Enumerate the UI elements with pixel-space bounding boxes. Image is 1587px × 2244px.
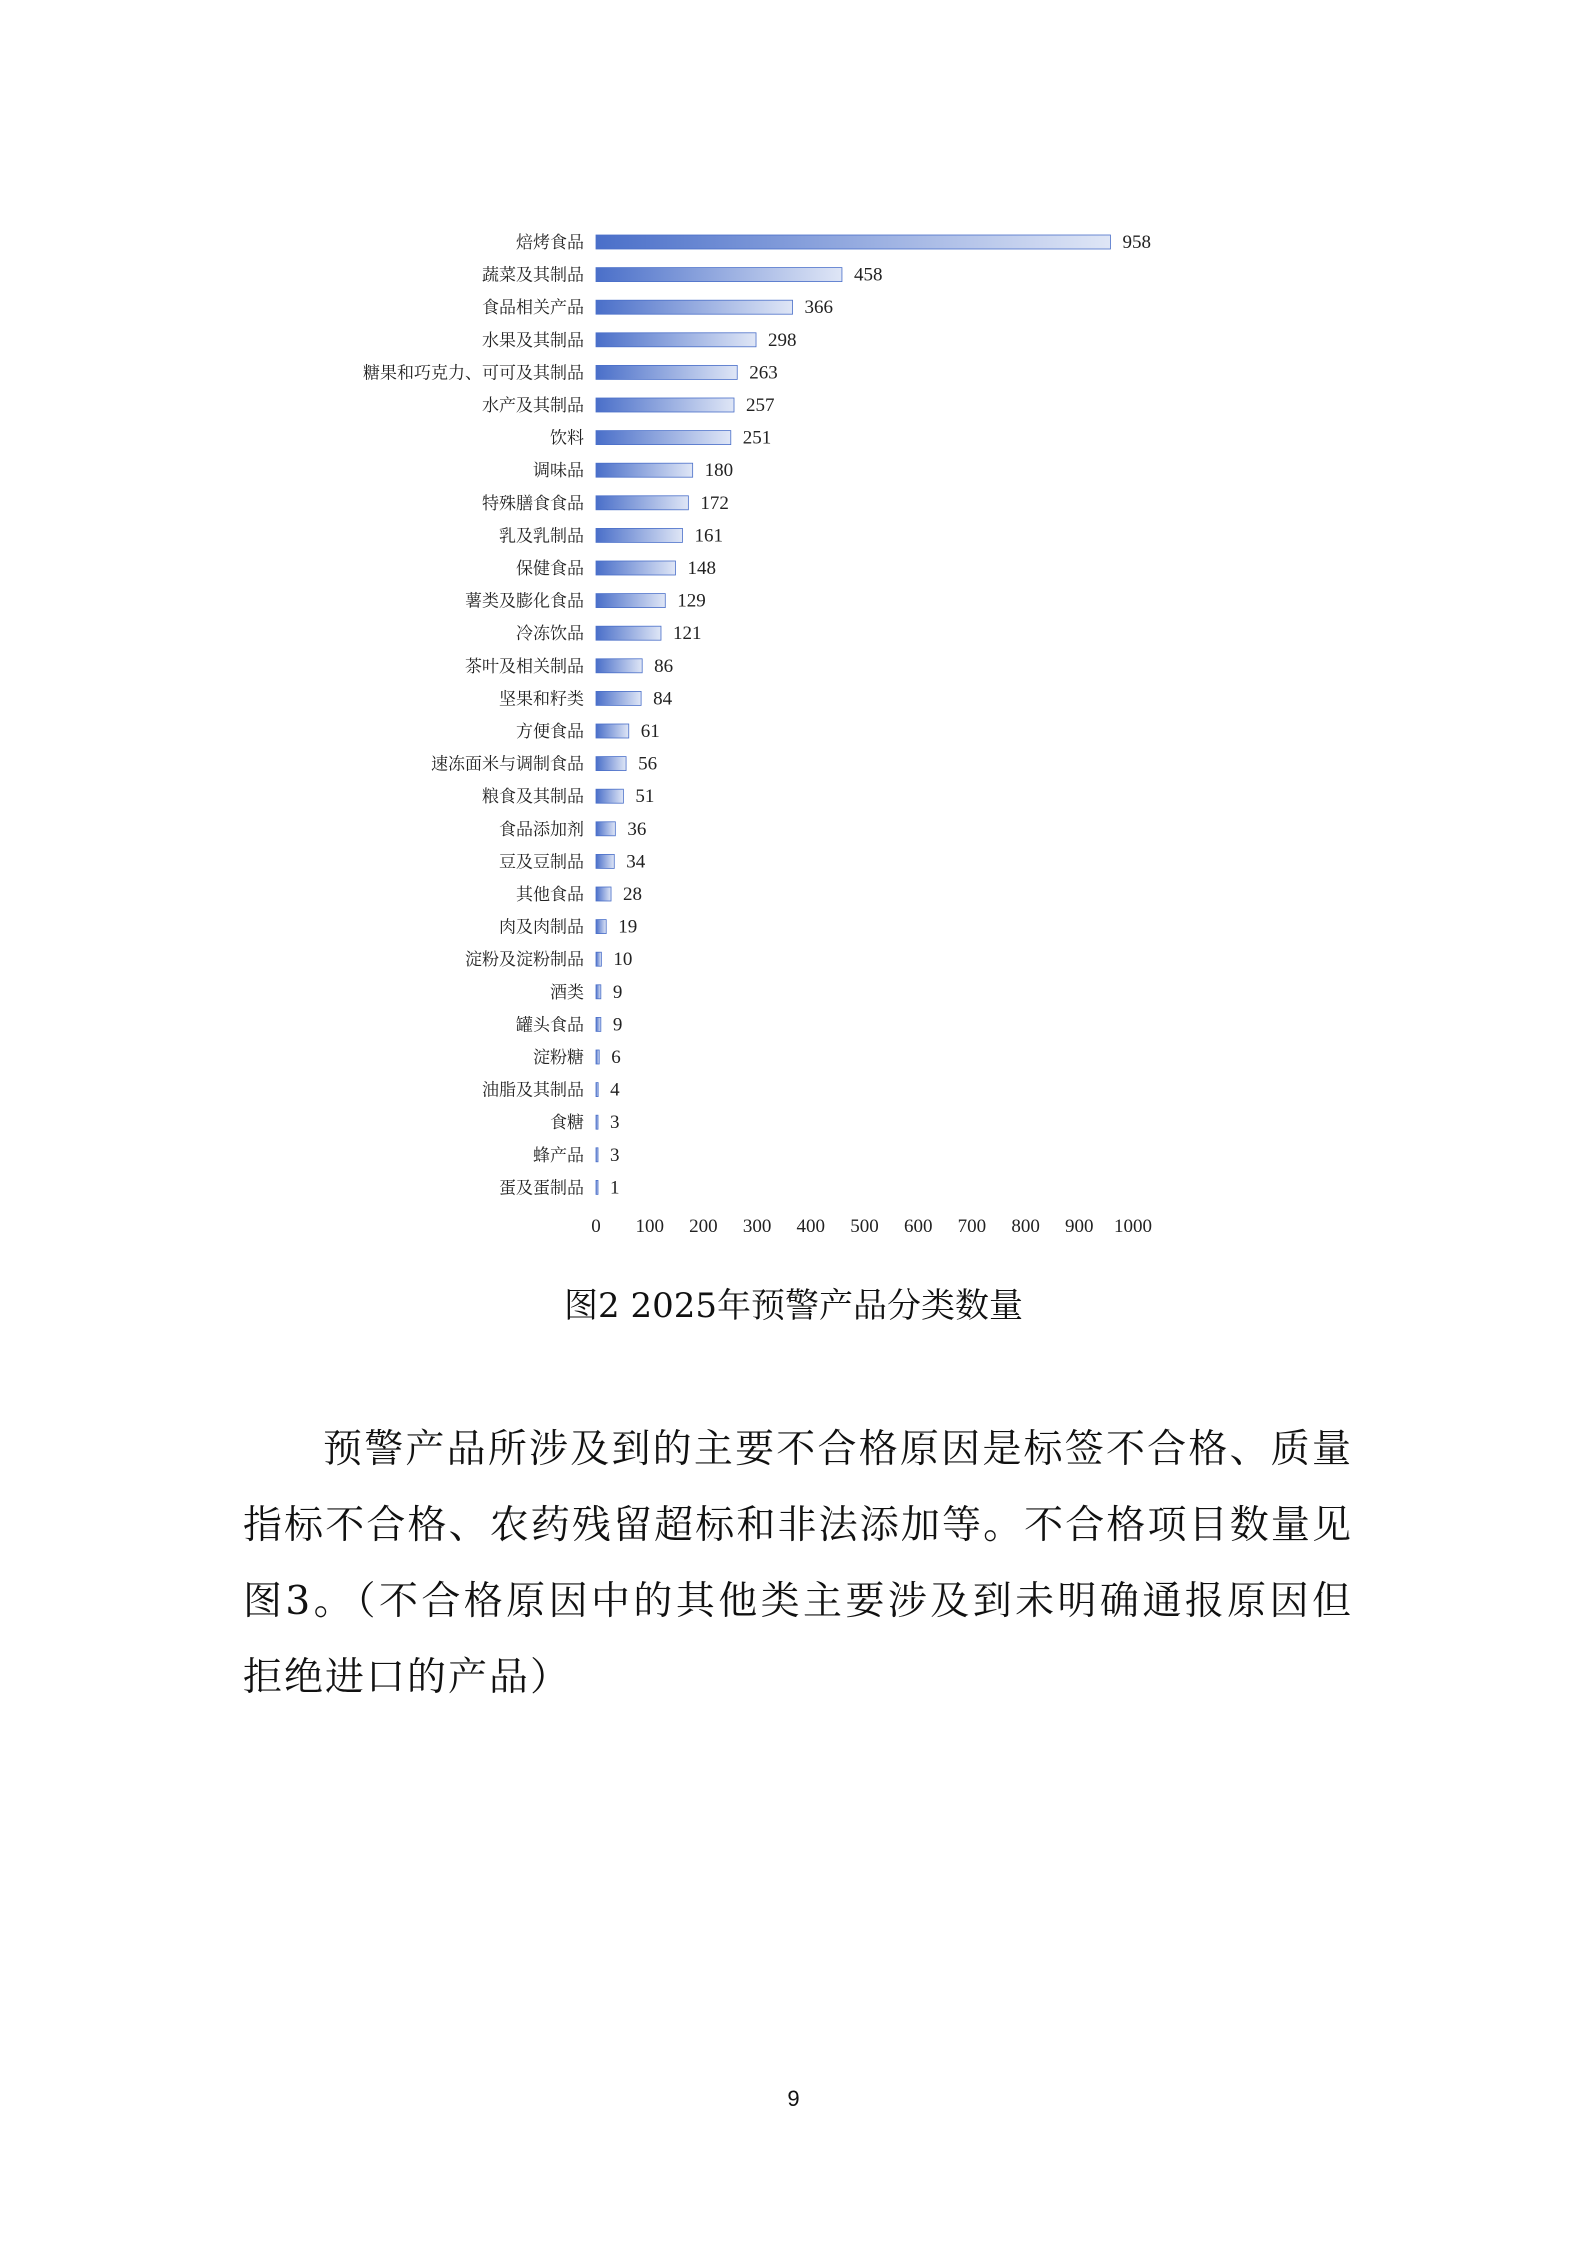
- figure-caption: 图2 2025年预警产品分类数量: [564, 1286, 1023, 1326]
- bar: [596, 724, 629, 738]
- value-label: 9: [612, 981, 623, 1003]
- category-label: 蛋及蛋制品: [499, 1178, 584, 1199]
- bar: [596, 985, 601, 999]
- bar: [596, 1115, 598, 1129]
- x-tick-label: 0: [591, 1216, 601, 1237]
- category-label: 糖果和巧克力、可可及其制品: [363, 363, 584, 384]
- category-label: 蔬菜及其制品: [482, 265, 584, 286]
- category-label: 速冻面米与调制食品: [431, 754, 584, 775]
- bar: [596, 691, 641, 705]
- category-label: 特殊膳食食品: [482, 493, 584, 514]
- x-tick-label: 600: [903, 1216, 933, 1237]
- bar: [596, 659, 642, 673]
- bar: [596, 496, 688, 510]
- x-tick-label: 500: [850, 1216, 879, 1237]
- category-label: 薯类及膨化食品: [465, 591, 584, 612]
- value-label: 61: [640, 721, 660, 742]
- bar: [596, 561, 675, 575]
- category-label: 水果及其制品: [482, 330, 584, 351]
- value-label: 257: [746, 395, 775, 416]
- value-label: 6: [611, 1047, 621, 1068]
- bar: [596, 822, 615, 836]
- bars-layer: [596, 235, 1110, 1194]
- value-label: 1: [610, 1177, 620, 1199]
- category-label: 酒类: [550, 982, 584, 1003]
- value-label: 3: [610, 1144, 620, 1166]
- bar: [596, 887, 611, 901]
- bar: [596, 1148, 598, 1162]
- category-label: 饮料: [550, 428, 584, 449]
- bar: [596, 1050, 599, 1064]
- category-label: 茶叶及相关制品: [465, 656, 584, 677]
- value-label: 10: [613, 949, 633, 971]
- category-label: 其他食品: [516, 885, 584, 905]
- category-label: 豆及豆制品: [499, 852, 584, 873]
- bar: [596, 431, 731, 445]
- value-label: 172: [700, 492, 729, 514]
- value-label: 9: [612, 1014, 623, 1036]
- value-label: 180: [704, 460, 734, 482]
- value-label: 251: [742, 427, 772, 449]
- bar: [596, 757, 626, 771]
- category-label: 淀粉及淀粉制品: [465, 950, 584, 971]
- category-label: 食品相关产品: [482, 298, 584, 319]
- category-labels: [363, 233, 584, 1198]
- value-label: 34: [626, 851, 646, 873]
- value-label: 148: [687, 558, 716, 579]
- bar: [596, 1017, 601, 1031]
- value-label: 263: [749, 362, 778, 384]
- value-label: 3: [610, 1112, 620, 1134]
- value-label: 121: [672, 623, 702, 645]
- category-label: 坚果和籽类: [499, 689, 584, 710]
- category-label: 保健食品: [516, 559, 584, 579]
- value-label: 366: [804, 297, 834, 319]
- value-label: 19: [618, 916, 638, 938]
- x-tick-label: 700: [957, 1216, 987, 1237]
- category-label: 粮食及其制品: [482, 787, 584, 808]
- value-label: 129: [677, 590, 706, 612]
- value-label: 86: [654, 655, 674, 677]
- x-tick-label: 900: [1065, 1216, 1094, 1237]
- value-label: 36: [627, 818, 647, 840]
- bar: [596, 463, 693, 477]
- bar: [596, 789, 623, 803]
- value-label: 161: [694, 525, 723, 547]
- bar: [596, 854, 614, 868]
- value-label: 28: [623, 884, 643, 905]
- category-label: 蜂产品: [533, 1145, 584, 1166]
- x-tick-label: 1000: [1114, 1216, 1152, 1237]
- bar: [596, 235, 1110, 249]
- category-label: 焙烤食品: [516, 233, 584, 253]
- value-label: 56: [638, 753, 658, 775]
- category-label: 冷冻饮品: [516, 624, 584, 645]
- bar: [596, 398, 734, 412]
- category-label: 肉及肉制品: [499, 917, 584, 938]
- body-paragraph: 预警产品所涉及到的主要不合格原因是标签不合格、质量指标不合格、农药残留超标和非法添加等。不合格项目数量见图3。（不合格原因中的其他类主要涉及到未明确通报原因但拒绝进口的产品）: [243, 1427, 1353, 1700]
- bar: [596, 528, 682, 542]
- value-label: 4: [610, 1079, 620, 1101]
- category-label: 方便食品: [516, 722, 584, 742]
- page-number: 9: [787, 2086, 800, 2111]
- x-axis-ticks: [591, 1216, 1152, 1237]
- x-tick-label: 400: [796, 1216, 826, 1237]
- bar: [596, 268, 842, 282]
- x-tick-label: 100: [635, 1216, 664, 1237]
- bar: [596, 952, 601, 966]
- bar: [596, 1083, 598, 1097]
- x-tick-label: 200: [689, 1216, 718, 1237]
- category-label: 水产及其制品: [482, 396, 584, 416]
- category-label: 罐头食品: [516, 1015, 584, 1036]
- value-label: 51: [635, 786, 655, 808]
- category-label: 油脂及其制品: [482, 1080, 584, 1101]
- category-label: 乳及乳制品: [499, 526, 584, 547]
- bar: [596, 626, 661, 640]
- bar: [596, 365, 737, 379]
- category-label: 调味品: [533, 461, 584, 482]
- value-label: 84: [653, 688, 673, 710]
- bar: [596, 1180, 598, 1194]
- value-label: 458: [853, 264, 883, 286]
- bar: [596, 300, 793, 314]
- x-tick-label: 800: [1011, 1216, 1040, 1237]
- category-label: 食糖: [550, 1113, 584, 1134]
- bar: [596, 333, 756, 347]
- value-label: 958: [1122, 232, 1151, 253]
- bar: [596, 920, 606, 934]
- bar: [596, 594, 665, 608]
- value-label: 298: [768, 329, 797, 351]
- category-label: 淀粉糖: [533, 1048, 584, 1068]
- category-label: 食品添加剂: [499, 819, 584, 840]
- x-tick-label: 300: [742, 1216, 772, 1237]
